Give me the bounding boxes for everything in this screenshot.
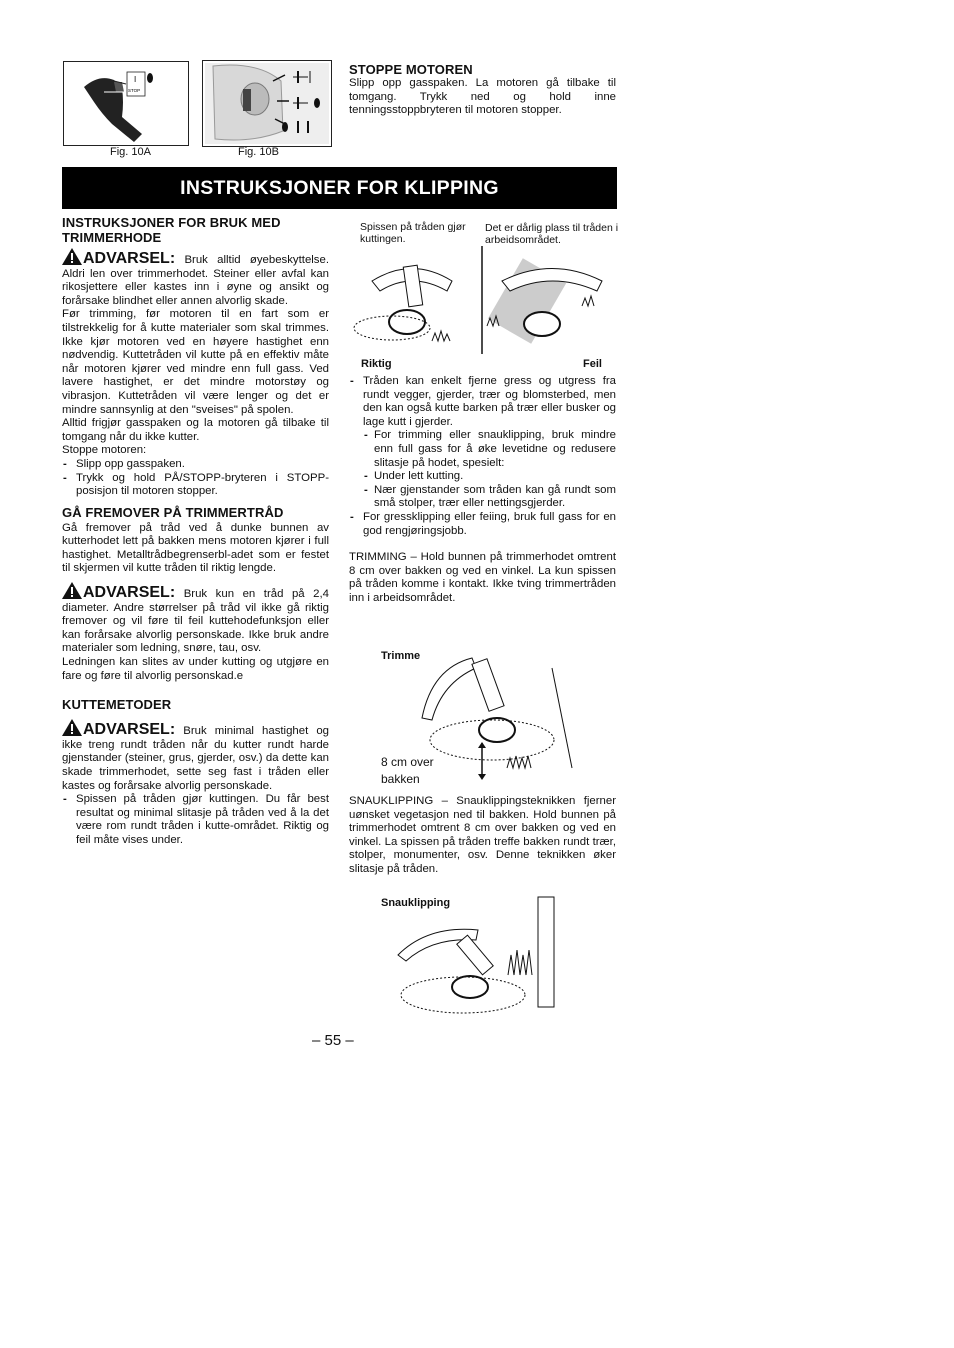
trimming-paragraph: TRIMMING – Hold bunnen på trimmerhodet omtrent 8 cm over bakken og ved en vinkel. La kun spissen på tråden komme i kontakt. Ikke tving trimmertråden inn i arbeidsområdet. [349,551,616,604]
scalping-paragraph: SNAUKLIPPING – Snauklippingsteknikken fjerner uønsket vegetasjon ned til bakken. Hold bunnen på trimmerhodet omtrent 8 cm over bakken og ved en vinkel. La spissen på tråden treffe bakken rundt trær, stolper, monumenter, osv. Denne teknikken øker slitasje på tråden. [349,795,616,875]
fig-10b-caption: Fig. 10B [238,146,279,158]
pos-i-label: I [134,75,137,84]
warning-hard-objects [62,719,329,793]
figure-10b [202,60,332,147]
warning-label-text: ADVARSEL: [83,584,176,602]
warning-triangle-icon [62,719,82,736]
warning-line-size [62,582,329,656]
paragraph-speed: Før trimming, før motoren til en fart som er tilstrekkelig for å kutte materialer som skal trimmes. Ikke kjør motoren ved en høyere hastighet enn nødvendig. Kuttetråden vil kutte på en effektiv måte når motoren kjører ved mindre enn full gass. Ved lavere hastighet, er det mindre motorstøy og vibrasjon. Kuttetråden vil være lenger og det er mindre sannsynlig at den "sveises" på spolen. [62,308,329,416]
label-wrong: Feil [583,358,602,370]
trimming-illustration [412,648,582,783]
right-wrong-illustration [352,246,618,360]
scalping-section [349,795,616,877]
height-label-line1: 8 cm over [381,755,434,769]
usage-list-2 [349,511,616,538]
list-item: - Spissen på tråden gjør kuttingen. Du får best resultat og minimal slitasje på tråden ved å la det være rom rundt tråden i kutte-området. Riktig og feil måte vises under. [62,793,329,847]
list-item: - Nær gjenstander som tråden kan gå rundt som små stolper, trær eller nettingsgjerder. [363,484,616,511]
right-column-text [349,375,616,606]
engine-switch-illustration [203,61,331,146]
correct-trimmer-drawing [354,265,452,341]
paragraph-line-wear: Ledningen kan slites av under kutting og utgjøre en fare og føre til alvorlig personskad.e [62,656,329,682]
usage-list [349,375,616,429]
warning-label-text: ADVARSEL: [83,250,176,267]
cutting-methods-title: KUTTEMETODER [62,697,172,713]
warning-eye-protection [62,248,329,308]
warning-2-text: Bruk kun en tråd på 2,4 diameter. Andre størrelser på tråd vil ikke gå riktig fremover og vil føre til feil kuttehodefunksjon eller kan forårsake alvorlig personskade. Ikke bruk andre materialer som ledning, snøre, tau, osv. [62,588,329,655]
paragraph-stop: Stoppe motoren: [62,444,147,457]
list-item: - Tråden kan enkelt fjerne gress og utgress fra rundt vegger, gjerder, trær og blomsterbed, men den kan også kutte barken på trær eller busker og lage kutt i gjerder. [349,375,616,429]
scalping-illustration [388,895,588,1025]
trimmer-head-title: INSTRUKSJONER FOR BRUK MED TRIMMERHODE [62,215,281,245]
fig-10a-caption: Fig. 10A [110,146,151,158]
warning-triangle-icon [62,582,82,599]
section-banner: INSTRUKSJONER FOR KLIPPING [62,167,617,209]
warning-label [62,250,175,267]
stop-engine-title: STOPPE MOTOREN [349,62,473,77]
fig-right-caption: Spissen på tråden gjør kuttingen. [360,221,466,245]
list-item: - For gressklipping eller feiing, bruk full gass for en god rengjøringsjobb. [349,511,616,538]
list-item: - For trimming eller snauklipping, bruk mindre enn full gass for å øke levetidne og redusere slitasje på hodet, spesielt: [363,429,616,470]
throttle-handle-illustration [64,62,188,145]
scalping-label: Snauklipping [381,897,451,909]
wrong-trimmer-drawing [487,258,602,344]
cutting-tips-list [62,793,329,847]
stop-label: STOP [128,88,141,93]
throttle-sublist [363,429,616,511]
stop-engine-section [349,62,616,118]
warning-label-text: ADVARSEL: [83,721,176,739]
list-item: - Slipp opp gasspaken. [62,458,329,472]
warning-label [62,584,175,601]
list-item: - Trykk og hold PÅ/STOPP-bryteren i STOPP-posisjon til motoren stopper. [62,472,329,499]
height-label-line2: bakken [381,772,420,786]
left-column [62,215,329,848]
stop-steps-list-2 [62,472,329,499]
fig-wrong-caption: Det er dårlig plass til tråden i arbeidsområdet. [485,222,619,246]
list-item: - Under lett kutting. [363,470,616,484]
label-correct: Riktig [361,358,392,370]
advance-line-title: GÅ FREMOVER PÅ TRIMMERTRÅD [62,504,284,520]
warning-3-text: Bruk minimal hastighet og ikke treng rundt tråden når du kutter rundt harde gjenstander (steiner, grus, gjerder, osv.) da dette kan skade trimmerhodet, sette seg fast i tråden eller kastes og forårsake alvorlig personskade. [62,725,329,792]
trimme-label: Trimme [381,650,421,662]
paragraph-advance: Gå fremover på tråd ved å dunke bunnen av kutterhodet lett på bakken mens motoren kjører i full hastighet. Metalltrådbegrenserbl-adet som er festet til skjermen vil kutte tråden til riktig lengde. [62,521,329,575]
warning-label [62,721,175,738]
figure-10a [63,61,189,146]
warning-triangle-icon [62,248,82,265]
page-number: – 55 – [312,1032,354,1049]
stop-engine-text: Slipp opp gasspaken. La motoren gå tilbake til tomgang. Trykk ned og hold inne tenningsstoppbryteren til motoren stopper. [349,77,616,117]
warning-1-text: Bruk alltid øyebeskyttelse. Aldri len over trimmerhodet. Steiner eller avfal kan rikosjettere eller kastes inn i øyne og ansikt og forårsake blindhet eller annen alvorlig skade. [62,254,330,307]
paragraph-idle: Alltid frigjør gasspaken og la motoren gå tilbake til tomgang når du ikke kutter. [62,417,329,443]
stop-steps-list [62,458,329,472]
